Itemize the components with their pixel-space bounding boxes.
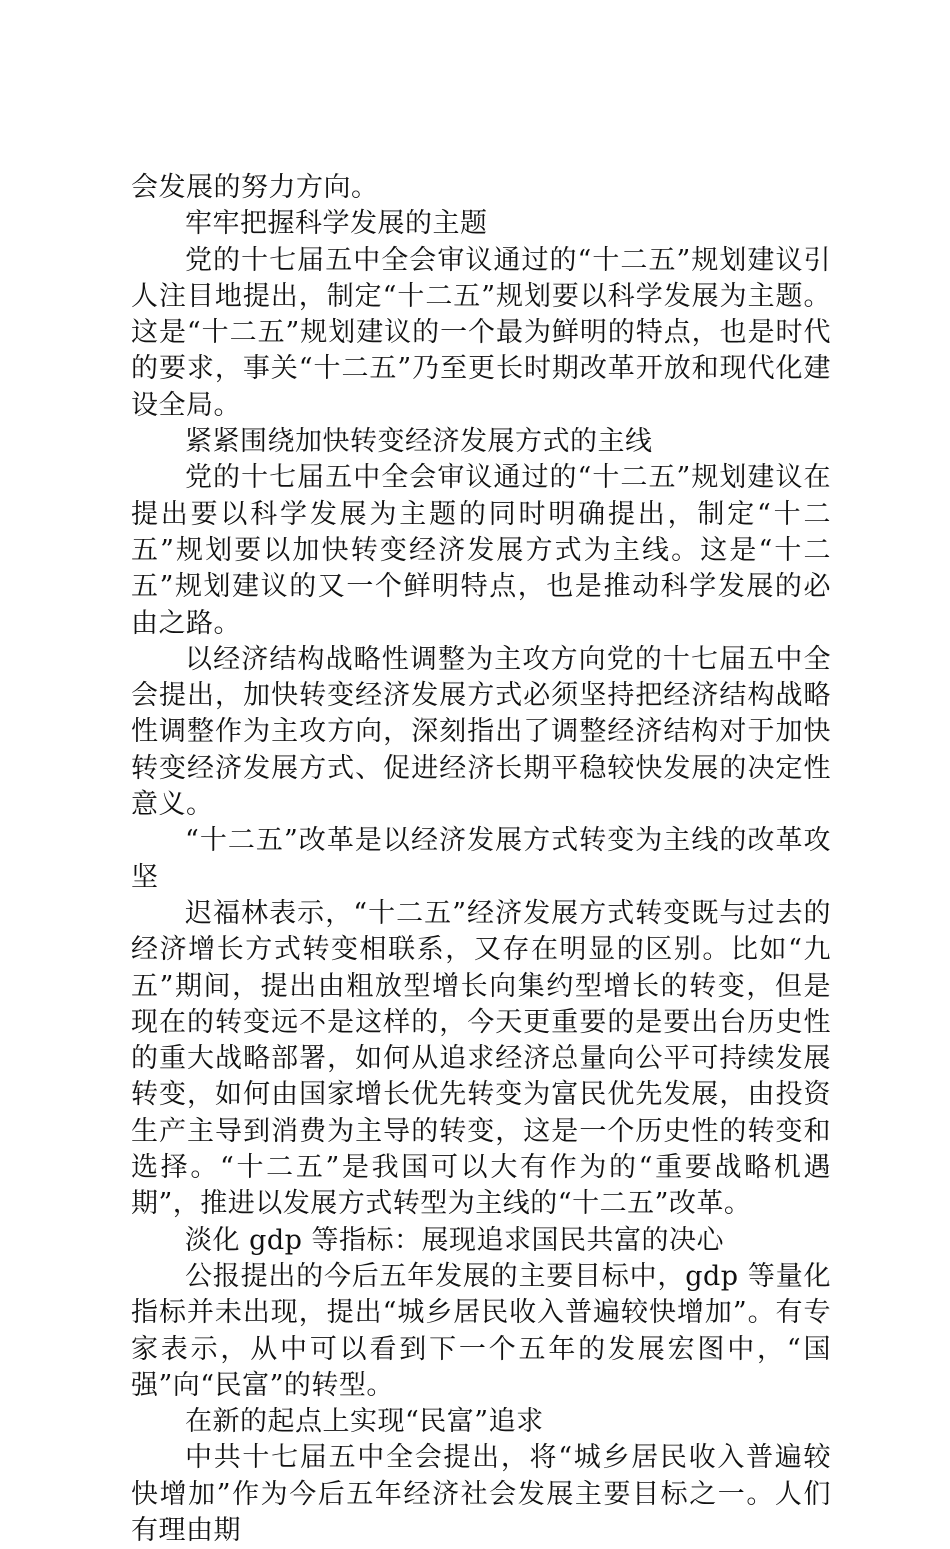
section-heading: “十二五”改革是以经济发展方式转变为主线的改革攻坚 [131,825,831,893]
section-heading: 紧紧围绕加快转变经济发展方式的主线 [185,426,653,458]
document-body [131,170,831,1549]
paragraph: 公报提出的今后五年发展的主要目标中，gdp 等量化指标并未出现，提出“城乡居民收入普遍较快增加”。有专家表示，从中可以看到下一个五年的发展宏图中，“国强”向“民富”的转型。 [131,1260,831,1401]
paragraph: 迟福林表示，“十二五”经济发展方式转变既与过去的经济增长方式转变相联系，又存在明显的区别。比如“九五”期间，提出由粗放型增长向集约型增长的转变，但是现在的转变远不是这样的，今天更重要的是要出台历史性的重大战略部署，如何从追求经济总量向公平可持续发展转变，如何由国家增长优先转变为富民优先发展，由投资生产主导到消费为主导的转变，这是一个历史性的转变和选择。“十二五”是我国可以大有作为的“重要战略机遇期”，推进以发展方式转型为主线的“十二五”改革。 [131,897,831,1220]
paragraph-continuation: 会发展的努力方向。 [131,172,379,203]
paragraph: 以经济结构战略性调整为主攻方向党的十七届五中全会提出，加快转变经济发展方式必须坚持把经济结构战略性调整作为主攻方向，深刻指出了调整经济结构对于加快转变经济发展方式、促进经济长期平稳较快发展的决定性意义。 [131,643,831,821]
section-heading: 牢牢把握科学发展的主题 [185,208,488,240]
section-heading: 在新的起点上实现“民富”追求 [185,1406,544,1438]
section-heading: 淡化 gdp 等指标：展现追求国民共富的决心 [185,1224,725,1256]
paragraph: 党的十七届五中全会审议通过的“十二五”规划建议引人注目地提出，制定“十二五”规划要以科学发展为主题。这是“十二五”规划建议的一个最为鲜明的特点，也是时代的要求，事关“十二五”乃至更长时期改革开放和现代化建设全局。 [131,244,831,421]
paragraph: 党的十七届五中全会审议通过的“十二五”规划建议在提出要以科学发展为主题的同时明确提出，制定“十二五”规划要以加快转变经济发展方式为主线。这是“十二五”规划建议的又一个鲜明特点，也是推动科学发展的必由之路。 [131,462,831,639]
paragraph: 中共十七届五中全会提出，将“城乡居民收入普遍较快增加”作为今后五年经济社会发展主要目标之一。人们有理由期 [131,1442,831,1546]
